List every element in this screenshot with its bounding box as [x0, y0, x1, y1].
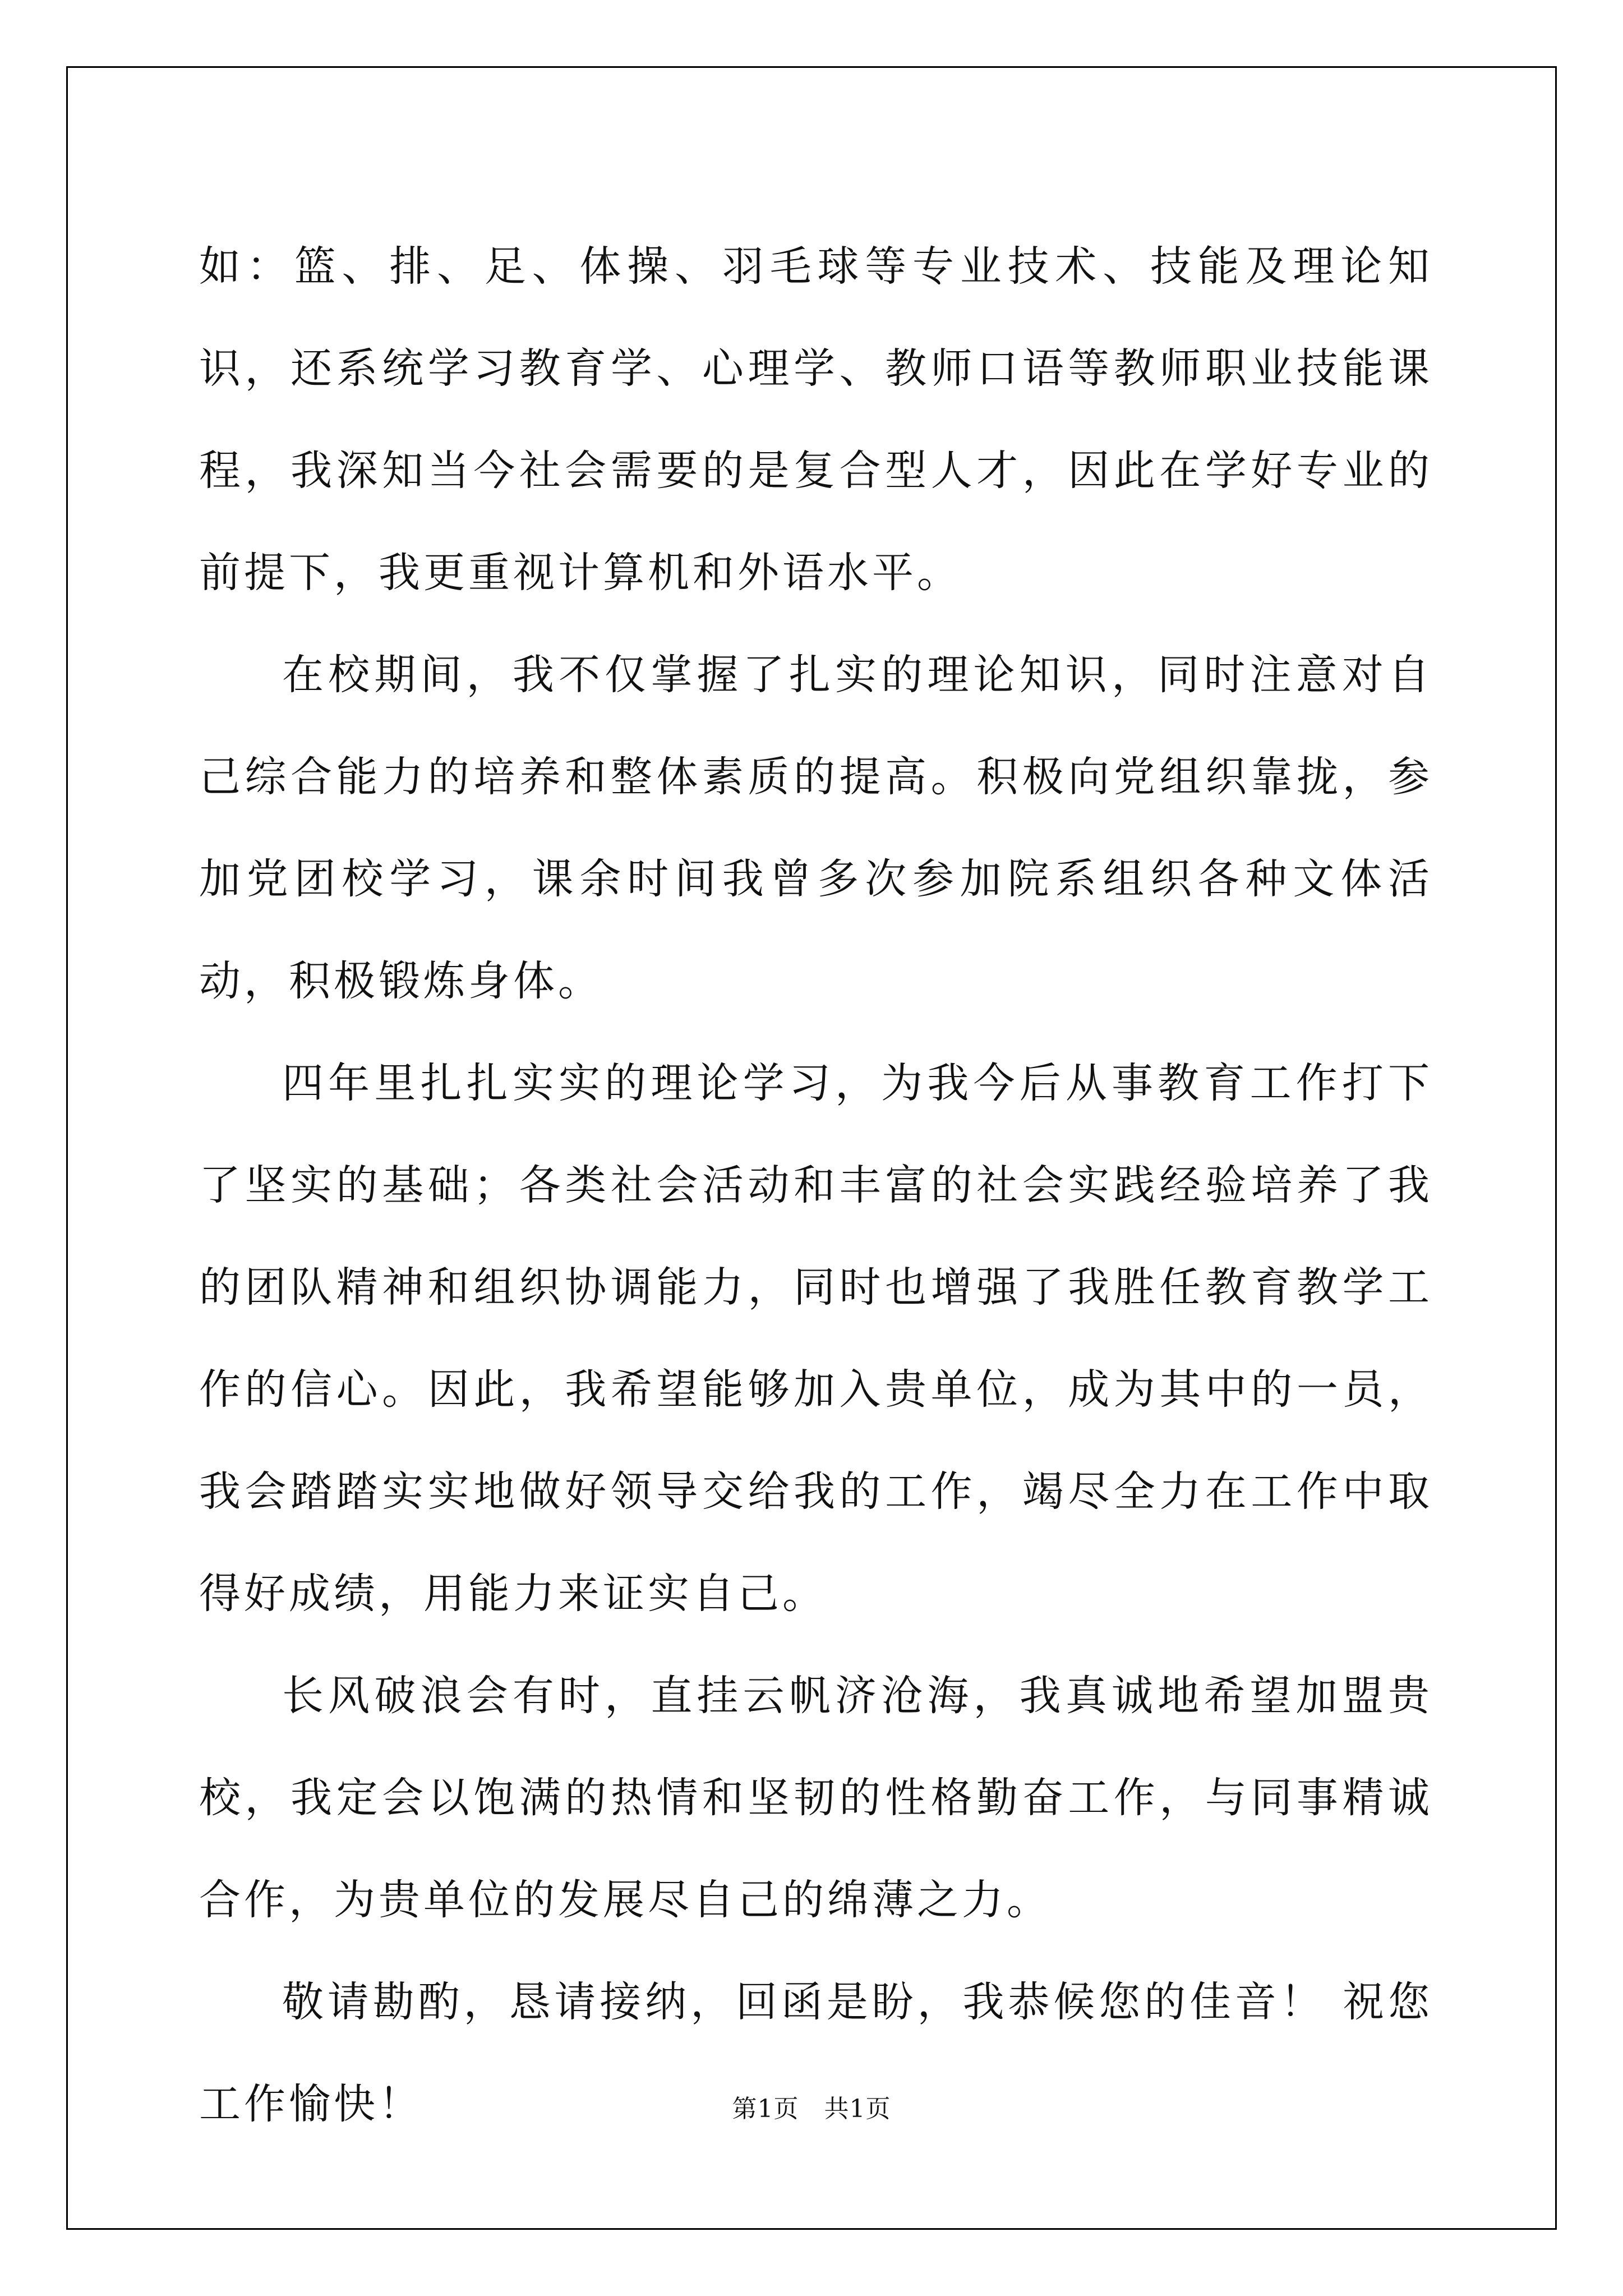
paragraph-2: 在校期间，我不仅掌握了扎实的理论知识，同时注意对自己综合能力的培养和整体素质的提高。积极向党组织靠拢，参加党团校学习，课余时间我曾多次参加院系组织各种文体活动，积极锻炼身体。 [199, 651, 1433, 1005]
paragraph-1: 如：篮、排、足、体操、羽毛球等专业技术、技能及理论知识，还系统学习教育学、心理学、教师口语等教师职业技能课程，我深知当今社会需要的是复合型人才，因此在学好专业的前提下，我更重视计算机和外语水平。 [199, 242, 1433, 597]
paragraph-4: 长风破浪会有时，直挂云帆济沧海，我真诚地希望加盟贵校，我定会以饱满的热情和坚韧的性格勤奋工作，与同事精诚合作，为贵单位的发展尽自己的绵薄之力。 [199, 1672, 1433, 1924]
document-body [199, 215, 1433, 2155]
page-footer: 第1页 共1页 [732, 2095, 891, 2123]
paragraph-3: 四年里扎扎实实的理论学习，为我今后从事教育工作打下了坚实的基础；各类社会活动和丰富的社会实践经验培养了我的团队精神和组织协调能力，同时也增强了我胜任教育教学工作的信心。因此，我希望能够加入贵单位，成为其中的一员，我会踏踏实实地做好领导交给我的工作，竭尽全力在工作中取得好成绩，用能力来证实自己。 [199, 1059, 1433, 1618]
paragraph-5: 敬请勘酌，恳请接纳，回函是盼，我恭候您的佳音！ 祝您工作愉快！ [199, 1978, 1433, 2128]
